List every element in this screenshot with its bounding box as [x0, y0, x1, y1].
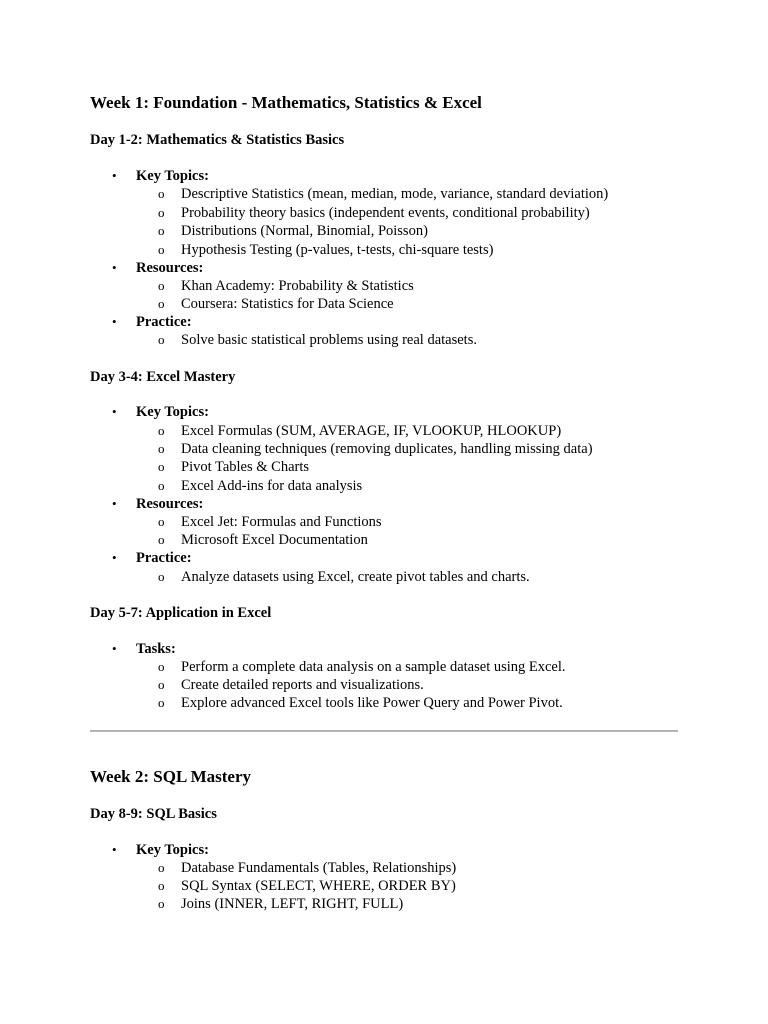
sub-bullet: o — [158, 532, 165, 547]
list-item: Create detailed reports and visualizations. — [181, 677, 424, 693]
sub-bullet: o — [158, 896, 165, 911]
list-item: Explore advanced Excel tools like Power Query and Power Pivot. — [181, 695, 563, 711]
sub-bullet: o — [158, 695, 165, 710]
list-item: Excel Add-ins for data analysis — [181, 478, 363, 494]
list-item: Coursera: Statistics for Data Science — [181, 296, 394, 312]
list-item: Perform a complete data analysis on a sample dataset using Excel. — [181, 659, 566, 675]
sub-bullet: o — [158, 860, 165, 875]
sub-bullet: o — [158, 242, 165, 257]
bullet: • — [112, 168, 117, 183]
sub-bullet: o — [158, 223, 165, 238]
sub-bullet: o — [158, 441, 165, 456]
list-item: Microsoft Excel Documentation — [181, 532, 368, 548]
list-item: Distributions (Normal, Binomial, Poisson) — [181, 223, 428, 239]
bullet: • — [112, 842, 117, 857]
key-topics-label: Key Topics: — [136, 168, 209, 184]
bullet: • — [112, 314, 117, 329]
day12-heading: Day 1-2: Mathematics & Statistics Basics — [90, 132, 345, 148]
bullet: • — [112, 260, 117, 275]
horizontal-divider — [90, 730, 678, 732]
sub-bullet: o — [158, 677, 165, 692]
resources-label: Resources: — [136, 496, 204, 512]
list-item: Pivot Tables & Charts — [181, 459, 310, 475]
list-item: Excel Formulas (SUM, AVERAGE, IF, VLOOKUP, HLOOKUP) — [181, 423, 562, 439]
sub-bullet: o — [158, 569, 165, 584]
sub-bullet: o — [158, 205, 165, 220]
key-topics-label: Key Topics: — [136, 404, 209, 420]
bullet: • — [112, 641, 117, 656]
sub-bullet: o — [158, 878, 165, 893]
list-item: Solve basic statistical problems using real datasets. — [181, 332, 477, 348]
list-item: Joins (INNER, LEFT, RIGHT, FULL) — [181, 896, 404, 912]
list-item: Hypothesis Testing (p-values, t-tests, chi-square tests) — [181, 242, 494, 258]
list-item: Database Fundamentals (Tables, Relationships) — [181, 860, 457, 876]
list-item: Data cleaning techniques (removing duplicates, handling missing data) — [181, 441, 593, 457]
practice-label: Practice: — [136, 314, 192, 330]
key-topics-label: Key Topics: — [136, 842, 209, 858]
list-item: SQL Syntax (SELECT, WHERE, ORDER BY) — [181, 878, 456, 894]
bullet: • — [112, 496, 117, 511]
day89-heading: Day 8-9: SQL Basics — [90, 806, 217, 822]
sub-bullet: o — [158, 186, 165, 201]
sub-bullet: o — [158, 514, 165, 529]
list-item: Excel Jet: Formulas and Functions — [181, 514, 382, 530]
list-item: Probability theory basics (independent events, conditional probability) — [181, 205, 590, 221]
practice-label: Practice: — [136, 550, 192, 566]
resources-label: Resources: — [136, 260, 204, 276]
sub-bullet: o — [158, 423, 165, 438]
week2-heading: Week 2: SQL Mastery — [90, 767, 252, 786]
week1-heading: Week 1: Foundation - Mathematics, Statistics & Excel — [90, 93, 482, 112]
bullet: • — [112, 550, 117, 565]
list-item: Analyze datasets using Excel, create pivot tables and charts. — [181, 569, 530, 585]
sub-bullet: o — [158, 332, 165, 347]
sub-bullet: o — [158, 659, 165, 674]
tasks-label: Tasks: — [136, 641, 176, 657]
list-item: Khan Academy: Probability & Statistics — [181, 278, 414, 294]
sub-bullet: o — [158, 296, 165, 311]
list-item: Descriptive Statistics (mean, median, mode, variance, standard deviation) — [181, 186, 609, 202]
day34-heading: Day 3-4: Excel Mastery — [90, 369, 236, 385]
day57-heading: Day 5-7: Application in Excel — [90, 605, 272, 621]
sub-bullet: o — [158, 278, 165, 293]
sub-bullet: o — [158, 459, 165, 474]
sub-bullet: o — [158, 478, 165, 493]
bullet: • — [112, 404, 117, 419]
